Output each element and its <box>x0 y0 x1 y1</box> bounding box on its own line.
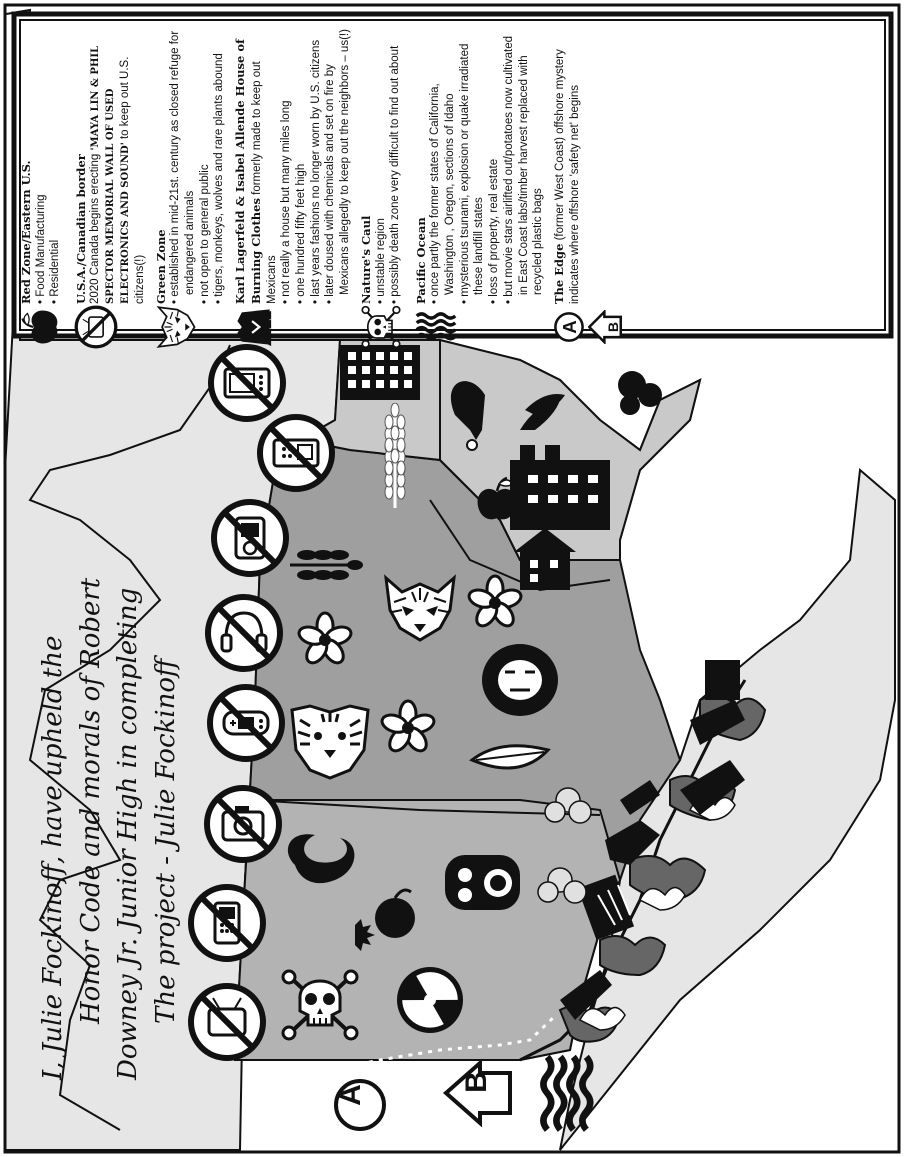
legend-item: • not really a house but many miles long <box>279 25 294 304</box>
marker-b-label: B <box>460 1071 493 1093</box>
legend-marker-a-letter: A <box>558 320 580 334</box>
legend-red-zone-title: Red Zone/Eastern U.S. <box>19 160 33 304</box>
marker-b-icon <box>588 310 622 344</box>
legend-border-text-a: 2020 Canada begins erecting <box>89 150 102 304</box>
legend-house <box>233 25 353 350</box>
legend-natures-caul-title: Nature's Caul <box>358 215 373 304</box>
pledge-line-1: I, Julie Fockinoff, have upheld the <box>38 635 68 1080</box>
legend-edge <box>552 25 622 350</box>
legend-item: • mysterious tsunami, explosion or quake irradiated these landfill states <box>458 25 487 304</box>
legend-edge-text: (former West Coast) offshore mystery indicates where offshore 'safety net' begins <box>554 49 581 304</box>
legend-natures-caul <box>359 25 408 350</box>
waves-icon <box>414 307 458 347</box>
no-headphones-icon <box>208 597 280 669</box>
marker-a-label: A <box>334 1084 367 1106</box>
pledge-line-2: Honor Code and morals of Robert <box>75 577 106 1024</box>
pledge-line-3: Downey Jr. Junior High in completing <box>113 587 144 1080</box>
legend-border-title: U.S.A./Canadian border <box>73 154 88 304</box>
legend-green-zone <box>154 25 228 350</box>
pledge-line-4: The project - Julie Fockinoff <box>151 658 182 1024</box>
no-camera-icon <box>207 788 279 860</box>
no-player-icon <box>214 502 286 574</box>
skull-crossbones-icon <box>359 305 403 349</box>
wolf-icon <box>154 305 198 349</box>
legend-border-wall-name: 'MAYA LIN & PHIL SPECTOR MEMORIAL WALL OF USED ELECTRONICS AND SOUND' <box>90 45 132 304</box>
honor-pledge <box>35 440 200 1080</box>
legend-pacific <box>414 25 546 350</box>
legend-house-title-tail: formerly made to keep out Mexicans <box>250 61 278 304</box>
no-phone-icon <box>191 887 263 959</box>
legend-item: • loss of property, real estate <box>487 25 502 304</box>
legend-red-zone <box>19 25 68 350</box>
legend-house-title: Karl Lagerfeld & Isabel Allende House of Burning Clothes <box>233 39 263 304</box>
legend-item: • once partly the former states of California, Washington , Oregon, sections of Idaho <box>428 25 457 304</box>
legend-item: • but movie stars airlifted out/potatoes now cultivated in East Coast labs/timber harvest replaced with recycled plastic bags <box>502 25 546 304</box>
burning-clothes-icon <box>233 305 277 349</box>
legend-item: • Food Manufacturing <box>34 25 49 304</box>
apple-icon <box>19 305 63 349</box>
no-radio-icon <box>260 417 332 489</box>
legend-edge-title: The Edge <box>552 243 567 304</box>
no-tv-icon <box>191 986 263 1058</box>
legend-border-text-c: to keep out U.S. citizens(!) <box>119 56 146 304</box>
legend-item: • Residential <box>48 25 63 304</box>
legend-item: • unstable region <box>374 25 389 304</box>
legend-border <box>74 25 148 350</box>
legend-pacific-title: Pacific Ocean <box>413 217 428 304</box>
legend-item: • one hundred fifty feet high <box>294 25 309 304</box>
no-tv-icon <box>74 305 118 349</box>
legend-item: • possibly death zone very difficult to find out about <box>388 25 403 304</box>
legend-green-zone-title: Green Zone <box>153 229 168 304</box>
legend-item: • tigers, monkeys, wolves and rare plants abound <box>212 25 227 304</box>
legend-item: • last years fashions no longer worn by U.S. citizens <box>309 25 324 304</box>
no-game-icon <box>210 687 282 759</box>
legend-item: • not open to general public <box>198 25 213 304</box>
legend-marker-b-letter: B <box>605 322 622 332</box>
legend-item: • established in mid-21st. century as closed refuge for endangered animals <box>168 25 197 304</box>
legend-item: • later doused with chemicals and set on fire by Mexicans allegedly to keep out the neighbors – us(!) <box>323 25 352 304</box>
marker-a-icon <box>552 310 586 344</box>
no-microwave-icon <box>211 347 283 419</box>
map-legend <box>19 25 881 350</box>
